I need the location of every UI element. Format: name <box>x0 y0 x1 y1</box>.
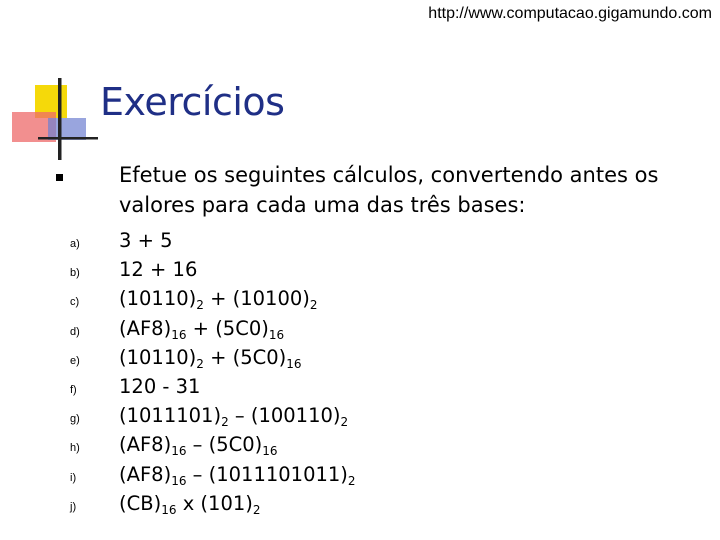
list-item <box>0 345 720 374</box>
base-subscript: 2 <box>196 356 204 371</box>
list-item-marker: h) <box>70 442 80 455</box>
list-item <box>0 432 720 461</box>
exercise-expression: 12 + 16 <box>119 258 198 282</box>
base-subscript: 2 <box>340 415 349 430</box>
list-item <box>0 286 720 315</box>
base-subscript: 2 <box>196 298 204 313</box>
instruction-line: Efetue os seguintes cálculos, convertendo antes os <box>119 163 659 187</box>
exercise-expression: $(AF8)_{16} - (5C0)_{16}$ <box>119 433 278 459</box>
square-bullet-icon <box>56 174 63 181</box>
list-item-marker: f) <box>70 384 77 396</box>
list-item-marker: g) <box>70 413 80 426</box>
list-item <box>0 228 720 257</box>
list-item-marker: d) <box>70 325 80 338</box>
exercise-expression: $(AF8)_{16} - (1011101011)_2$ <box>119 462 356 488</box>
base-subscript: 16 <box>262 444 278 459</box>
base-subscript: 16 <box>161 502 177 517</box>
slide-title: Exercícios <box>100 80 285 124</box>
list-item-marker: b) <box>70 267 80 280</box>
header-url: http://www.computacao.gigamundo.com <box>428 5 712 22</box>
instruction-line: valores para cada uma das três bases: <box>119 193 526 217</box>
exercise-expression: 3 + 5 <box>119 229 173 252</box>
list-item-marker: c) <box>70 296 80 309</box>
base-subscript: 16 <box>286 356 302 371</box>
exercise-expression: $(10110)_2 + (10100)_2$ <box>119 287 318 313</box>
base-subscript: 16 <box>171 444 187 459</box>
base-subscript: 2 <box>252 502 261 517</box>
slide-logo-icon <box>0 0 110 170</box>
base-subscript: 2 <box>347 473 356 488</box>
list-item <box>0 374 720 403</box>
list-item-marker: e) <box>70 354 80 367</box>
list-item <box>0 316 720 345</box>
exercise-expression: $(CB)_{16}$ x $(101)_2$ <box>119 491 261 517</box>
exercise-expression: $(1011101)_2 - (100110)_2$ <box>119 404 349 430</box>
exercise-expression: $(10110)_2 + (5C0)_{16}$ <box>119 345 302 371</box>
base-subscript: 2 <box>309 298 318 313</box>
base-subscript: 2 <box>221 415 229 430</box>
list-item <box>0 491 720 520</box>
base-subscript: 16 <box>268 327 285 342</box>
list-item-marker: j) <box>70 500 77 513</box>
list-item-marker: a) <box>70 238 80 250</box>
base-subscript: 16 <box>171 327 187 342</box>
instruction-text <box>119 160 719 220</box>
base-subscript: 16 <box>171 473 187 488</box>
list-item-marker: i) <box>70 471 77 484</box>
exercise-expression: $(AF8)_{16} + (5C0)_{16}$ <box>119 316 285 342</box>
list-item <box>0 462 720 491</box>
exercise-expression: 120 - 31 <box>119 375 201 398</box>
list-item <box>0 257 720 286</box>
list-item <box>0 403 720 432</box>
